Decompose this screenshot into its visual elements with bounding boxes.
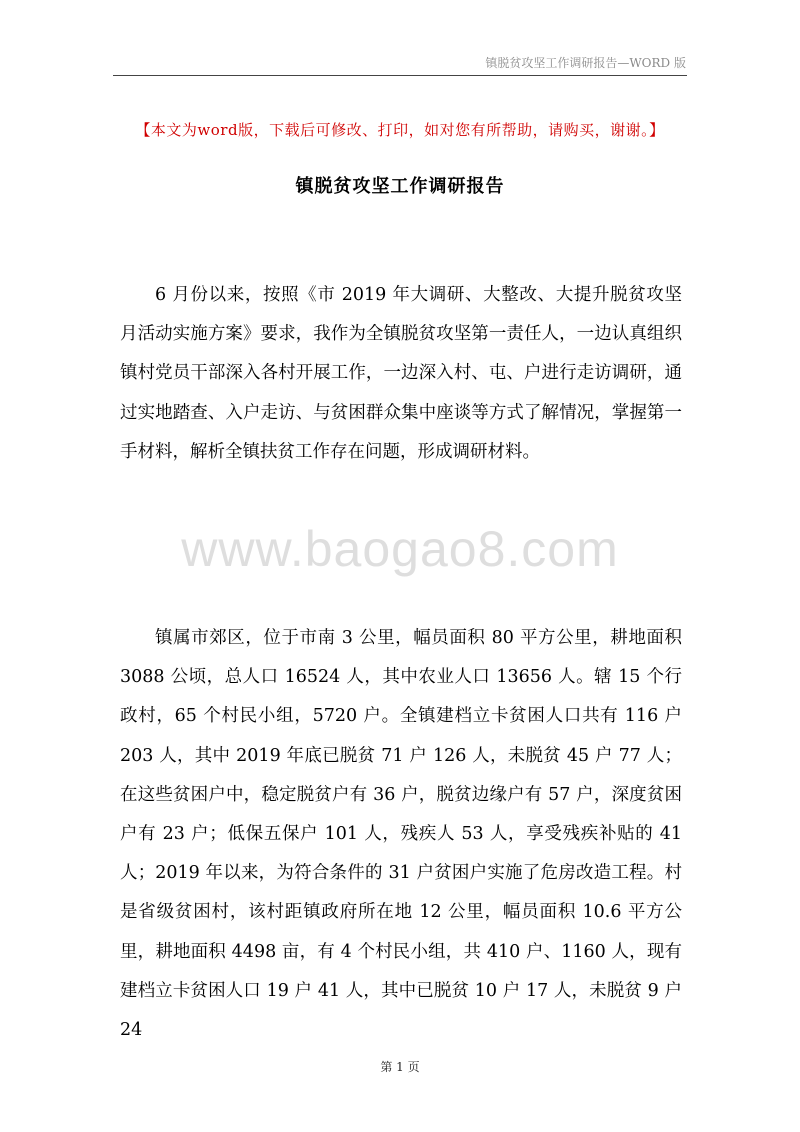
header-divider bbox=[113, 75, 687, 76]
document-title: 镇脱贫攻坚工作调研报告 bbox=[295, 176, 505, 197]
running-header: 镇脱贫攻坚工作调研报告—WORD 版 bbox=[485, 56, 686, 70]
body-paragraph-2: 镇属市郊区，位于市南 3 公里，幅员面积 80 平方公里，耕地面积 3088 公顷，总人口 16524 人，其中农业人口 13656 人。辖 15 个行政村，65 个村民小组，5720 户。全镇建档立卡贫困人口共有 116 户 203 人，其中 2019 年底已脱贫 71 户 126 人，未脱贫 45 户 77 人；在这些贫困户中，稳定脱贫户有 36 户，脱贫边缘户有 57 户，深度贫困户有 23 户；低保五保户 101 人，残疾人 53 人，享受残疾补贴的 41 人；2019 年以来，为符合条件的 31 户贫困户实施了危房改造工程。村是省级贫困村，该村距镇政府所在地 12 公里，幅员面积 10.6 平方公里，耕地面积 4498 亩，有 4 个村民小组，共 410 户、1160 人，现有建档立卡贫困人口 19 户 41 人，其中已脱贫 10 户 17 人，未脱贫 9 户 24 bbox=[120, 628, 682, 1041]
page-number: 第 1 页 bbox=[380, 1060, 420, 1074]
body-paragraph-1: 6 月份以来，按照《市 2019 年大调研、大整改、大提升脱贫攻坚月活动实施方案》要求，我作为全镇脱贫攻坚第一责任人，一边认真组织镇村党员干部深入各村开展工作，一边深入村、屯、户进行走访调研，通过实地踏查、入户走访、与贫困群众集中座谈等方式了解情况，掌握第一手材料，解析全镇扶贫工作存在问题，形成调研材料。 bbox=[120, 285, 682, 462]
purchase-notice: 【本文为word版，下载后可修改、打印，如对您有所帮助，请购买，谢谢。】 bbox=[135, 121, 665, 139]
watermark: www.baogao8.com bbox=[181, 521, 619, 577]
